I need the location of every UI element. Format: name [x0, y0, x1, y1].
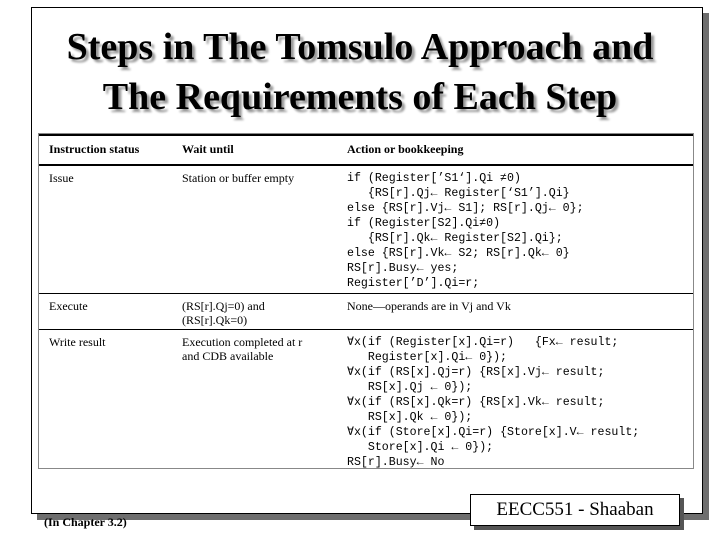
status-issue: Issue — [49, 171, 74, 185]
action-execute: None—operands are in Vj and Vk — [347, 294, 693, 330]
course-badge: EECC551 - Shaaban — [470, 494, 680, 526]
table-row-issue — [39, 165, 693, 294]
wait-write-result: Execution completed at r and CDB available — [182, 330, 347, 473]
header-action-bookkeeping: Action or bookkeeping — [347, 135, 693, 165]
title-line-2: The Requirements of Each Step — [102, 76, 618, 118]
tomasulo-steps-table — [39, 134, 693, 472]
table-row-execute — [39, 294, 693, 330]
wait-issue: Station or buffer empty — [182, 171, 295, 185]
header-wait-until: Wait until — [182, 135, 347, 165]
slide-title — [0, 22, 720, 122]
header-instruction-status: Instruction status — [39, 135, 182, 165]
tomasulo-table-panel — [38, 133, 694, 469]
table-header-row — [39, 135, 693, 165]
status-write-result: Write result — [39, 330, 182, 473]
status-execute: Execute — [39, 294, 182, 330]
wait-execute: (RS[r].Qj=0) and (RS[r].Qk=0) — [182, 294, 347, 330]
action-write-result: ∀x(if (Register[x].Qi=r) {Fx← result; Register[x].Qi← 0}); ∀x(if (RS[x].Qj=r) {RS[x].Vj← result; RS[x].Qj ← 0}); ∀x(if (RS[x].Qk=r) {RS[x].Vk← result; RS[x].Qk ← 0}); ∀x(if (Store[x].Qi=r) {Store[x].V← result; Store[x].Qi ← 0}); RS[r].Busy← No — [347, 330, 693, 473]
table-row-write-result — [39, 330, 693, 473]
action-issue: if (Register[’S1‘].Qi ≠0) {RS[r].Qj← Register[‘S1’].Qi} else {RS[r].Vj← S1]; RS[r].Qj← 0}; if (Register[S2].Qi≠0) {RS[r].Qk← Register[S2].Qi}; else {RS[r].Vk← S2; RS[r].Qk← 0} RS[r].Busy← yes; Register[’D’].Qi=r; — [347, 172, 584, 290]
title-line-1: Steps in The Tomsulo Approach and — [66, 26, 654, 68]
chapter-reference: (In Chapter 3.2) — [44, 515, 127, 529]
